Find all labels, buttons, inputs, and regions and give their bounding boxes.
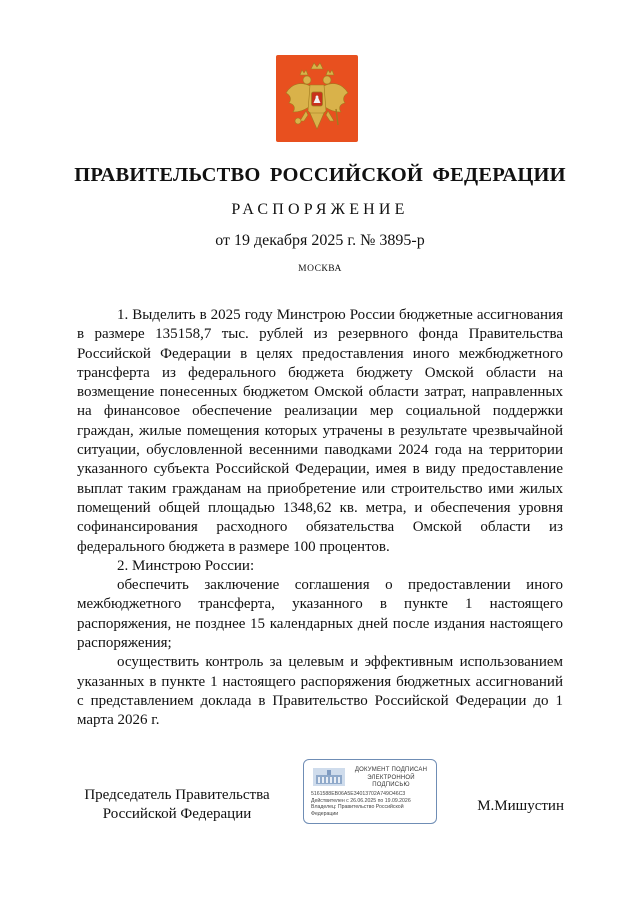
stamp-heading-line-1: ДОКУМЕНТ ПОДПИСАН [354,767,428,773]
stamp-validity: Действителен с 26.06.2025 по 19.09.2026 [311,797,411,804]
signatory-title-line-2: Российской Федерации [102,806,252,823]
document-date-number: от 19 декабря 2025 г. № 3895-р [215,232,425,249]
paragraph-1: 1. Выделить в 2025 году Минстрою России бюджетные ассигнования в размере 135158,7 тыс. рублей из резервного фонда Правительства Российской Федерации в целях предоставления иного межбюджетного трансферта из федерального бюджета бюджету Омской области на возмещение понесенных бюджетом Омской области затрат, направленных на финансовое обеспечение реализации мер социальной поддержки граждан, жилые помещения которых утрачены в результате чрезвычайной ситуации, обусловленной весенними паводками 2024 года на территории указанного субъекта Российской Федерации, имея в виду предоставление выплат таким гражданам на приобретение или строительство ими жилых помещений общей площадью 1348,62 кв. метра, и обеспечения уровня софинансирования расходного обязательства Омской области из федерального бюджета в размере 100 процентов. [77,307,563,555]
government-building-icon [312,768,346,786]
stamp-details [311,791,435,817]
coat-of-arms-icon [276,55,358,142]
stamp-heading [348,767,434,790]
stamp-serial: 5161588EB06A5E34013702A749O46C3 [311,791,406,797]
stamp-heading-line-2: ЭЛЕКТРОННОЙ ПОДПИСЬЮ [367,774,415,788]
coat-of-arms-emblem [276,55,358,142]
paragraph-3: обеспечить заключение соглашения о предоставлении иного межбюджетного трансферта, указанного в пункте 1 настоящего распоряжения, не позднее 15 календарных дней после издания настоящего распоряжения; [77,577,563,652]
electronic-signature-stamp [303,759,437,824]
signatory-title [77,786,277,825]
stamp-owner-line-2: Федерации [311,810,339,817]
government-title: ПРАВИТЕЛЬСТВО РОССИЙСКОЙ ФЕДЕРАЦИИ [74,164,566,186]
document-city: МОСКВА [298,264,342,274]
signatory-name: М.Мишустин [477,798,564,814]
document-body [77,306,563,731]
paragraph-4: осуществить контроль за целевым и эффективным использованием указанных в пункте 1 настоящего распоряжения бюджетных ассигнований с представлением доклада в Правительство Российской Федерации до 1 марта 2026 г. [77,654,563,729]
stamp-owner-line-1: Владелец: Правительство Российской [311,804,404,811]
signatory-title-line-1: Председатель Правительства [84,787,270,803]
document-type: РАСПОРЯЖЕНИЕ [231,201,409,218]
paragraph-2: 2. Минстрою России: [117,557,255,574]
